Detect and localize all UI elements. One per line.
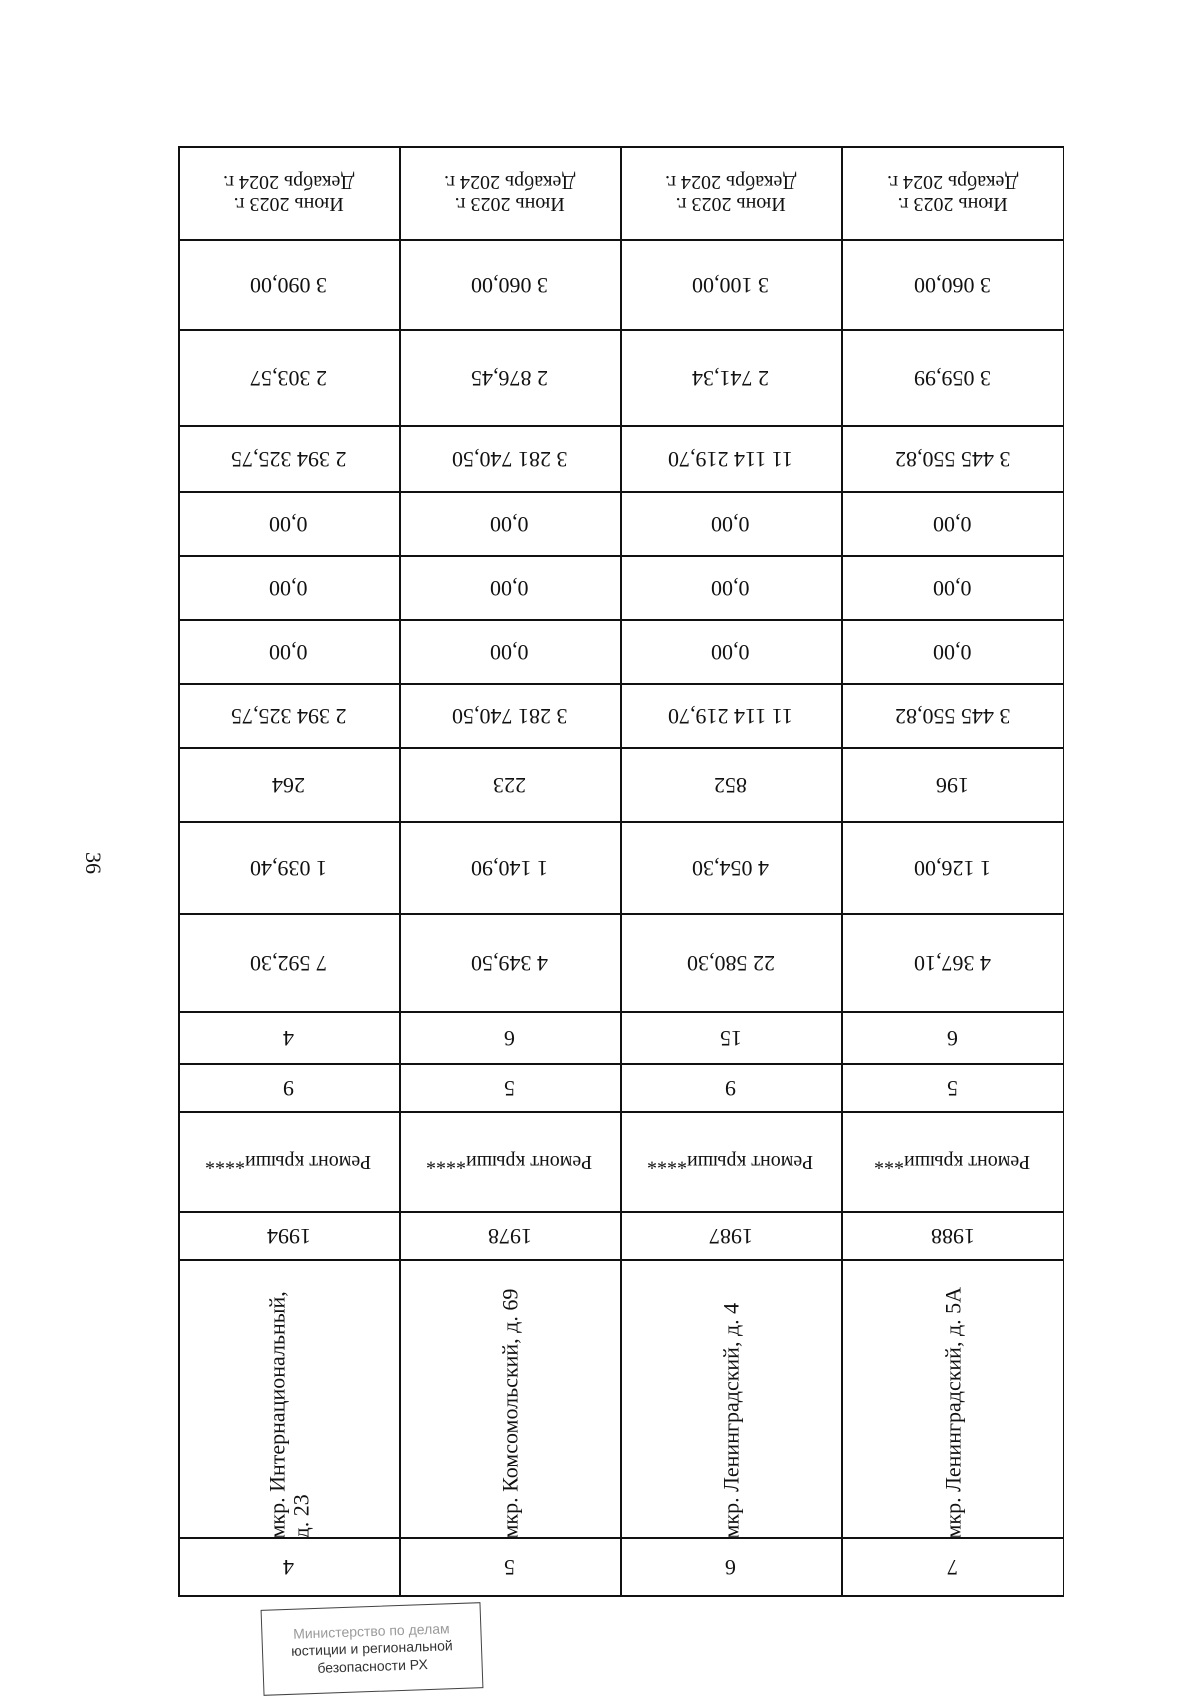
- ministry-stamp: [261, 1602, 484, 1696]
- area-total-value: 22 580,30: [686, 951, 775, 977]
- entrances-value: 4: [283, 1026, 294, 1052]
- unit-limit-value: 3 100,00: [692, 273, 769, 299]
- cell-year: [620, 1212, 841, 1260]
- entrances-value: 6: [947, 1026, 958, 1052]
- address-line: мкр. Ленинградский, д. 5А: [939, 1286, 965, 1538]
- cost-owners-value: 2 394 325,75: [230, 704, 347, 730]
- cell-address: [620, 1260, 841, 1538]
- cost-fund1-value: 0,00: [490, 512, 529, 538]
- cost-fund1-value: 0,00: [269, 512, 308, 538]
- cell-address: [399, 1260, 620, 1538]
- year-value: 1978: [487, 1224, 532, 1250]
- cell-cost-owners: [841, 684, 1064, 748]
- cell-floors: [620, 1064, 841, 1112]
- cell-unit-limit: [841, 240, 1064, 330]
- work-value: Ремонт крыши****: [205, 1151, 372, 1173]
- cell-floors: [399, 1064, 620, 1112]
- cell-cost-total: [178, 426, 399, 492]
- address-line: мкр. Комсомольский, д. 69: [496, 1288, 522, 1538]
- num-value: 7: [947, 1555, 958, 1581]
- cell-year: [841, 1212, 1064, 1260]
- cell-floors: [841, 1064, 1064, 1112]
- cell-work: [399, 1112, 620, 1212]
- unit-limit-value: 3 060,00: [914, 273, 991, 299]
- cost-fund3-value: 0,00: [711, 640, 750, 666]
- cell-residents: [620, 748, 841, 822]
- cell-unit-cost: [178, 330, 399, 426]
- area-total-value: 4 367,10: [914, 951, 991, 977]
- area-roof-value: 1 140,90: [471, 856, 548, 882]
- cell-area-total: [620, 914, 841, 1012]
- unit-cost-value: 2 741,34: [692, 366, 769, 392]
- cell-cost-total: [841, 426, 1064, 492]
- cell-work: [620, 1112, 841, 1212]
- unit-cost-value: 3 059,99: [914, 366, 991, 392]
- unit-cost-value: 2 303,57: [250, 366, 327, 392]
- cell-num: [399, 1538, 620, 1596]
- cell-year: [178, 1212, 399, 1260]
- cell-area-total: [841, 914, 1064, 1012]
- cell-residents: [399, 748, 620, 822]
- floors-value: 9: [725, 1076, 736, 1102]
- area-total-value: 7 592,30: [250, 951, 327, 977]
- cell-area-roof: [841, 822, 1064, 914]
- residents-value: 196: [936, 773, 969, 799]
- num-value: 5: [504, 1555, 515, 1581]
- cell-area-total: [178, 914, 399, 1012]
- stamp-line-1: Министерство по делам: [292, 1620, 450, 1642]
- cell-year: [399, 1212, 620, 1260]
- cost-fund2-value: 0,00: [490, 576, 529, 602]
- cell-num: [841, 1538, 1064, 1596]
- term-start: Июнь 2023 г.: [233, 193, 344, 215]
- cost-owners-value: 3 445 550,82: [894, 704, 1011, 730]
- term-end: Декабрь 2024 г.: [222, 171, 355, 193]
- cost-total-value: 2 394 325,75: [230, 447, 347, 473]
- cell-cost-total: [620, 426, 841, 492]
- unit-limit-value: 3 060,00: [471, 273, 548, 299]
- work-value: Ремонт крыши****: [647, 1151, 814, 1173]
- cell-cost-owners: [178, 684, 399, 748]
- cell-cost-fund2: [841, 556, 1064, 620]
- cell-area-roof: [178, 822, 399, 914]
- address-line: мкр. Ленинградский, д. 4: [717, 1302, 743, 1538]
- area-roof-value: 1 126,00: [914, 856, 991, 882]
- cost-fund3-value: 0,00: [269, 640, 308, 666]
- floors-value: 5: [504, 1076, 515, 1102]
- cost-fund1-value: 0,00: [933, 512, 972, 538]
- cell-address: [841, 1260, 1064, 1538]
- floors-value: 5: [947, 1076, 958, 1102]
- cost-owners-value: 11 114 219,70: [668, 704, 793, 730]
- repair-table: [178, 146, 1064, 1596]
- cell-cost-fund1: [841, 492, 1064, 556]
- stamp-line-2: юстиции и региональной: [290, 1637, 454, 1660]
- cost-total-value: 3 281 740,50: [451, 447, 568, 473]
- cell-unit-cost: [399, 330, 620, 426]
- num-value: 6: [725, 1555, 736, 1581]
- cell-cost-fund2: [399, 556, 620, 620]
- residents-value: 852: [714, 773, 747, 799]
- unit-limit-value: 3 090,00: [250, 273, 327, 299]
- cost-fund3-value: 0,00: [490, 640, 529, 666]
- cell-residents: [178, 748, 399, 822]
- cell-unit-limit: [399, 240, 620, 330]
- cell-address: [178, 1260, 399, 1538]
- area-roof-value: 4 054,30: [692, 856, 769, 882]
- cell-num: [620, 1538, 841, 1596]
- cost-fund3-value: 0,00: [933, 640, 972, 666]
- cell-unit-limit: [620, 240, 841, 330]
- cell-cost-total: [399, 426, 620, 492]
- cell-entrances: [178, 1012, 399, 1064]
- cell-area-roof: [399, 822, 620, 914]
- cell-unit-cost: [841, 330, 1064, 426]
- cell-term: [841, 146, 1064, 240]
- address-line: д. 23: [287, 1493, 313, 1538]
- cost-total-value: 11 114 219,70: [668, 447, 793, 473]
- stamp-line-3: безопасности РХ: [317, 1655, 429, 1676]
- residents-value: 223: [493, 773, 526, 799]
- cell-cost-fund1: [399, 492, 620, 556]
- address-line: мкр. Интернациональный,: [264, 1290, 290, 1538]
- term-end: Декабрь 2024 г.: [886, 171, 1019, 193]
- residents-value: 264: [272, 773, 305, 799]
- cell-entrances: [841, 1012, 1064, 1064]
- work-value: Ремонт крыши***: [874, 1151, 1031, 1173]
- cell-cost-fund1: [620, 492, 841, 556]
- cell-area-total: [399, 914, 620, 1012]
- cell-cost-fund3: [620, 620, 841, 684]
- year-value: 1988: [930, 1224, 975, 1250]
- cell-cost-fund3: [178, 620, 399, 684]
- term-start: Июнь 2023 г.: [897, 193, 1008, 215]
- cell-floors: [178, 1064, 399, 1112]
- cell-area-roof: [620, 822, 841, 914]
- area-roof-value: 1 039,40: [250, 856, 327, 882]
- cell-unit-limit: [178, 240, 399, 330]
- cost-owners-value: 3 281 740,50: [451, 704, 568, 730]
- cell-work: [178, 1112, 399, 1212]
- num-value: 4: [283, 1555, 294, 1581]
- cell-entrances: [399, 1012, 620, 1064]
- cell-num: [178, 1538, 399, 1596]
- cell-cost-fund3: [841, 620, 1064, 684]
- page-number: 36: [81, 852, 106, 874]
- entrances-value: 6: [504, 1026, 515, 1052]
- cost-fund2-value: 0,00: [933, 576, 972, 602]
- area-total-value: 4 349,50: [471, 951, 548, 977]
- cell-residents: [841, 748, 1064, 822]
- cell-term: [178, 146, 399, 240]
- term-start: Июнь 2023 г.: [675, 193, 786, 215]
- cell-term: [399, 146, 620, 240]
- cell-term: [620, 146, 841, 240]
- cell-cost-fund2: [620, 556, 841, 620]
- unit-cost-value: 2 876,45: [471, 366, 548, 392]
- year-value: 1994: [266, 1224, 311, 1250]
- cost-total-value: 3 445 550,82: [894, 447, 1011, 473]
- cell-unit-cost: [620, 330, 841, 426]
- cost-fund1-value: 0,00: [711, 512, 750, 538]
- cell-work: [841, 1112, 1064, 1212]
- cell-cost-owners: [620, 684, 841, 748]
- year-value: 1987: [708, 1224, 753, 1250]
- cost-fund2-value: 0,00: [711, 576, 750, 602]
- cell-entrances: [620, 1012, 841, 1064]
- cell-cost-fund3: [399, 620, 620, 684]
- term-end: Декабрь 2024 г.: [664, 171, 797, 193]
- floors-value: 9: [283, 1076, 294, 1102]
- cost-fund2-value: 0,00: [269, 576, 308, 602]
- cell-cost-fund2: [178, 556, 399, 620]
- term-start: Июнь 2023 г.: [454, 193, 565, 215]
- entrances-value: 15: [719, 1026, 742, 1052]
- cell-cost-fund1: [178, 492, 399, 556]
- cell-cost-owners: [399, 684, 620, 748]
- term-end: Декабрь 2024 г.: [443, 171, 576, 193]
- work-value: Ремонт крыши****: [426, 1151, 593, 1173]
